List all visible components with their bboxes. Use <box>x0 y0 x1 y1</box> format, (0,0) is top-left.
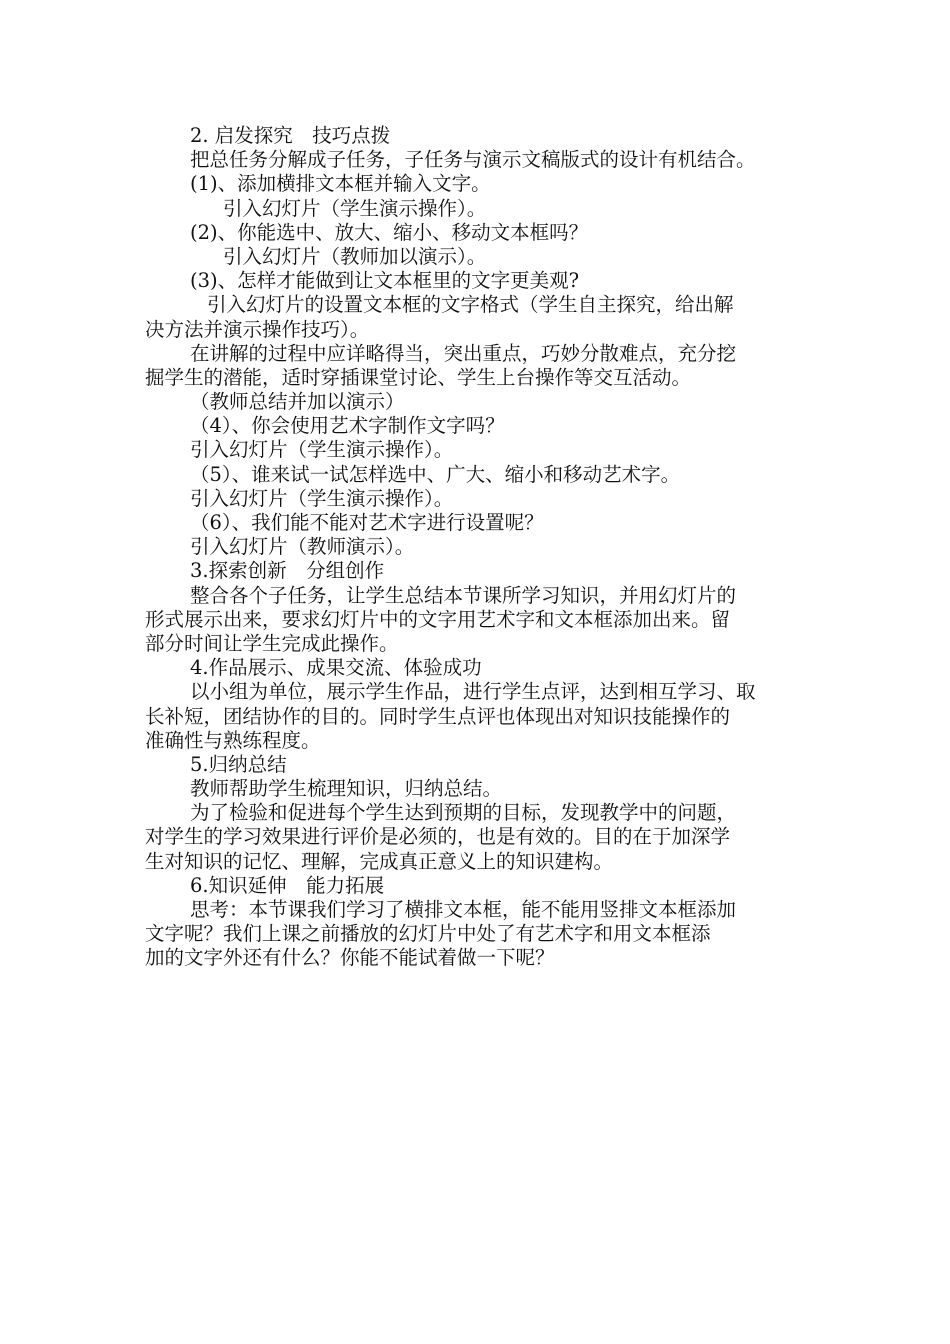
text-line: 引入幻灯片（学生演示操作）。 <box>190 438 454 462</box>
text-line: （5）、谁来试一试怎样选中、广大、缩小和移动艺术字。 <box>190 462 681 486</box>
text-line: 生对知识的记忆、理解，完成真正意义上的知识建构。 <box>145 849 614 873</box>
text-line: (3)、怎样才能做到让文本框里的文字更美观? <box>190 269 580 293</box>
text-line: 部分时间让学生完成此操作。 <box>145 631 399 655</box>
text-line: （教师总结并加以演示） <box>190 390 405 414</box>
text-line: 3.探索创新 分组创作 <box>190 559 385 583</box>
text-line: 对学生的学习效果进行评价是必须的，也是有效的。目的在于加深学 <box>145 825 731 849</box>
text-line: （4）、你会使用艺术字制作文字吗？ <box>190 414 505 438</box>
text-line: 引入幻灯片（教师加以演示）。 <box>223 244 487 268</box>
text-line: 6.知识延伸 能力拓展 <box>190 873 385 897</box>
text-line: (2)、你能选中、放大、缩小、移动文本框吗？ <box>190 220 589 244</box>
text-line: 形式展示出来，要求幻灯片中的文字用艺术字和文本框添加出来。留 <box>145 607 731 631</box>
text-line: 5.归纳总结 <box>190 752 287 776</box>
text-line: 思考：本节课我们学习了横排文本框，能不能用竖排文本框添加 <box>190 898 737 921</box>
text-line: 把总任务分解成子任务，子任务与演示文稿版式的设计有机结合。 <box>190 148 756 172</box>
text-line: 准确性与熟练程度。 <box>145 728 321 752</box>
text-line: 以小组为单位，展示学生作品，进行学生点评，达到相互学习、取 <box>190 680 756 704</box>
text-line: (1)、添加横排文本框并输入文字。 <box>190 172 491 196</box>
text-line: （6）、我们能不能对艺术字进行设置呢？ <box>190 511 544 534</box>
text-line: 加的文字外还有什么？你能不能试着做一下呢？ <box>145 946 555 970</box>
text-line: 文字呢？我们上课之前播放的幻灯片中处了有艺术字和用文本框添 <box>145 922 711 946</box>
text-line: 掘学生的潜能，适时穿插课堂讨论、学生上台操作等交互活动。 <box>145 365 692 389</box>
text-line: 2. 启发探究 技巧点拨 <box>190 124 391 147</box>
text-line: 长补短，团结协作的目的。同时学生点评也体现出对知识技能操作的 <box>145 704 731 728</box>
text-line: 决方法并演示操作技巧）。 <box>145 317 370 341</box>
document-body <box>145 124 815 971</box>
text-line: 引入幻灯片的设置文本框的文字格式（学生自主探究，给出解 <box>207 293 734 317</box>
text-line: 在讲解的过程中应详略得当，突出重点，巧妙分散难点，充分挖 <box>190 341 737 365</box>
text-line: 整合各个子任务，让学生总结本节课所学习知识，并用幻灯片的 <box>190 583 737 607</box>
text-line: 引入幻灯片（教师演示）。 <box>190 535 415 559</box>
text-line: 为了检验和促进每个学生达到预期的目标，发现教学中的问题， <box>190 801 737 825</box>
text-line: 引入幻灯片（学生演示操作）。 <box>190 486 454 510</box>
text-line: 教师帮助学生梳理知识，归纳总结。 <box>190 777 503 801</box>
text-line: 4.作品展示、成果交流、体验成功 <box>190 656 482 680</box>
text-line: 引入幻灯片（学生演示操作）。 <box>223 196 487 220</box>
